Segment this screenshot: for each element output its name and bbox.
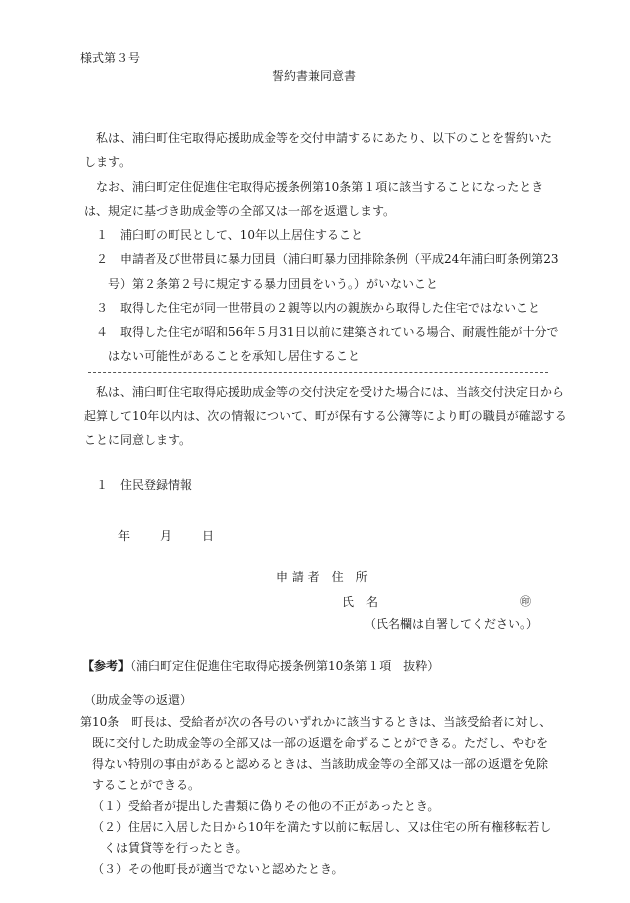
reference-source: （浦臼町定住促進住宅取得応援条例第10条第１項 抜粋）: [130, 659, 440, 673]
date-year: 年: [118, 529, 131, 543]
pledge-line: 私は、浦臼町住宅取得応援助成金等を交付申請するにあたり、以下のことを誓約いた: [96, 131, 553, 145]
pledge-line: は、規定に基づき助成金等の全部又は一部を返還します。: [84, 204, 396, 218]
pledge-item-number: １: [96, 228, 109, 242]
consent-line: 私は、浦臼町住宅取得応援助成金等の交付決定を受けた場合には、当該交付決定日から: [96, 385, 565, 399]
article-item: （２）住居に入居した日から10年を満たす以前に転居し、又は住宅の所有権移転若し: [92, 820, 552, 834]
pledge-line: なお、浦臼町定住促進住宅取得応援条例第10条第１項に該当することになったとき: [96, 180, 544, 194]
consent-line: ことに同意します。: [84, 433, 192, 447]
form-number: 様式第３号: [80, 51, 141, 65]
pledge-item-text: 号）第２条第２号に規定する暴力団員をいう。）がいないこと: [108, 277, 439, 291]
pledge-item-number: ４: [96, 325, 109, 339]
consent-item: １ 住民登録情報: [96, 478, 193, 492]
pledge-item-text: はない可能性があることを承知し居住すること: [108, 349, 361, 363]
signature-note: （氏名欄は自署してください。）: [364, 617, 539, 631]
article-line: 第10条 町長は、受給者が次の各号のいずれかに該当するときは、当該受給者に対し、: [80, 715, 552, 729]
consent-line: 起算して10年以内は、次の情報について、町が保有する公簿等により町の職員が確認する: [84, 409, 567, 423]
pledge-line: します。: [84, 155, 132, 169]
applicant-name-label: 氏 名: [342, 595, 379, 609]
article-item: （３）その他町長が適当でないと認めたとき。: [92, 862, 344, 876]
article-item-continuation: くは賃貸等を行ったとき。: [104, 841, 248, 855]
dashed-divider: [88, 372, 548, 373]
document-title: 誓約書兼同意書: [272, 69, 357, 83]
article-line: 得ない特別の事由があると認めるときは、当該助成金等の全部又は一部の返還を免除: [92, 757, 549, 771]
pledge-item-text: 申請者及び世帯員に暴力団員（浦臼町暴力団排除条例（平成24年浦臼町条例第23: [120, 252, 559, 266]
reference-header: [82, 660, 439, 672]
pledge-item-number: ２: [96, 252, 109, 266]
pledge-item-text: 取得した住宅が昭和56年５月31日以前に建築されている場合、耐震性能が十分で: [120, 325, 559, 339]
date-day: 日: [202, 529, 215, 543]
reference-label: 【参考】: [82, 659, 131, 673]
pledge-item-text: 浦臼町の町民として、10年以上居住すること: [120, 228, 364, 242]
article-line: 既に交付した助成金等の全部又は一部の返還を命ずることができる。ただし、やむを: [92, 736, 549, 750]
date-month: 月: [160, 529, 173, 543]
applicant-address-label: 申 請 者 住 所: [276, 570, 368, 584]
reference-heading: （助成金等の返還）: [84, 693, 193, 707]
seal-mark: ㊞: [520, 595, 531, 608]
article-line: することができる。: [92, 778, 201, 792]
pledge-item-number: ３: [96, 301, 109, 315]
article-item: （１）受給者が提出した書類に偽りその他の不正があったとき。: [92, 799, 440, 813]
pledge-item-text: 取得した住宅が同一世帯員の２親等以内の親族から取得した住宅ではないこと: [120, 301, 541, 315]
